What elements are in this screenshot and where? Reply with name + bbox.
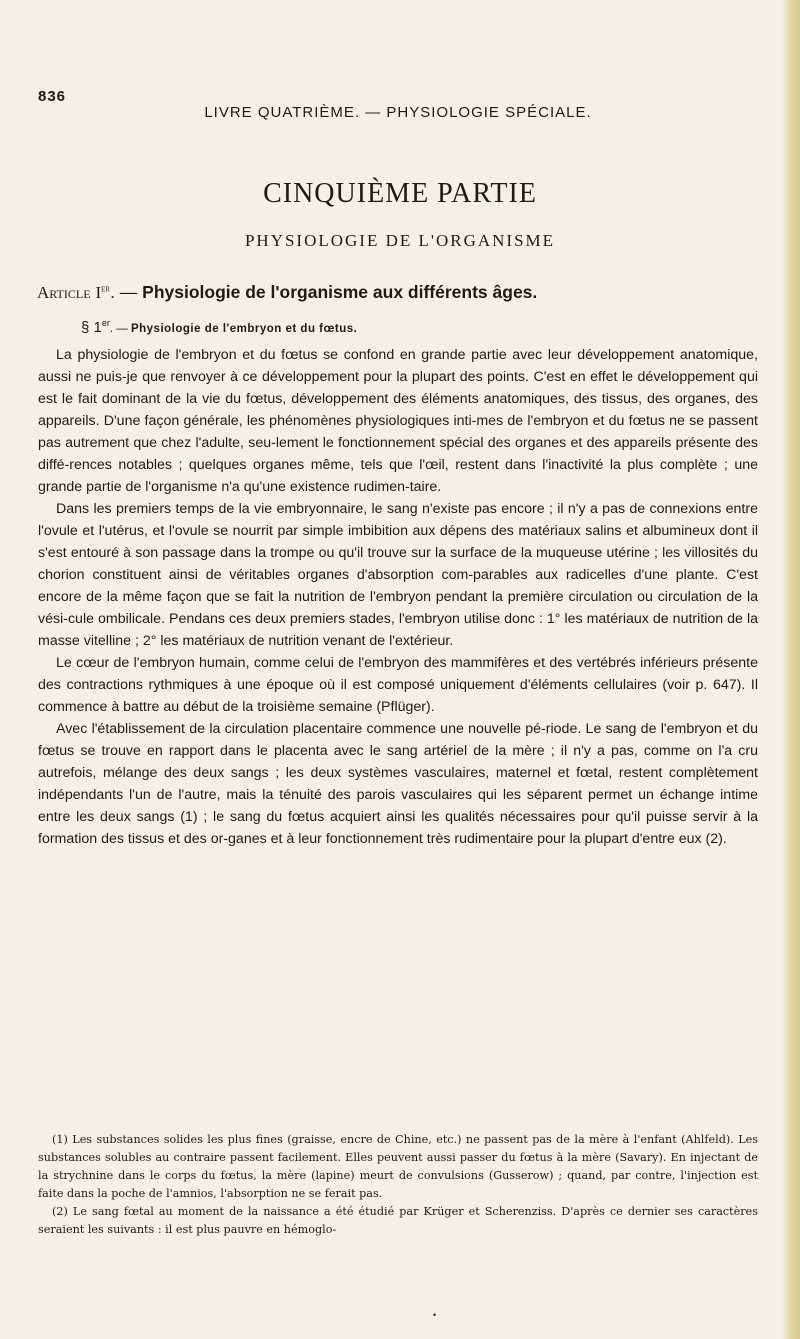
footnotes xyxy=(38,1131,758,1239)
article-number: Ier xyxy=(95,283,111,302)
printer-mark: • xyxy=(433,1310,437,1320)
section-symbol: § 1er xyxy=(81,318,110,336)
part-title: CINQUIÈME PARTIE xyxy=(263,178,537,209)
article-label: Article xyxy=(37,283,91,302)
paragraph: Avec l'établissement de la circulation placentaire commence une nouvelle pé-riode. Le sang de l'embryon et du fœtus se trouve en rapport dans le placenta avec le sang artériel de la mère ; il n'y a pas, comme on l'a cru autrefois, mélange des deux sangs ; les deux systèmes vasculaires, maternel et fœtal, restent complètement indépendants l'un de l'autre, mais la ténuité des parois vasculaires qui les séparent permet un échange intime entre les deux sangs (1) ; le sang du fœtus acquiert ainsi les qualités nécessaires pour qu'il puisse servir à la formation des tissus et des or-ganes et à leur fonctionnement très rudimentaire pour la plupart d'entre eux (2). xyxy=(38,721,758,847)
footnote-1: (1) Les substances solides les plus fines (graisse, encre de Chine, etc.) ne passent pas de la mère à l'enfant (Ahlfeld). Les substances solubles au contraire passent facilement. Elles peuvent aussi passer du fœtus à la mère (Savary). En injectant de la strychnine dans le corps du fœtus, la mère (lapine) meurt de convulsions (Gusserow) ; quand, par contre, l'injection est faite dans la poche de l'amnios, l'absorption ne se ferait pas. xyxy=(38,1133,758,1200)
main-text xyxy=(38,344,758,850)
section-heading xyxy=(81,318,357,336)
running-head: LIVRE QUATRIÈME. — PHYSIOLOGIE SPÉCIALE. xyxy=(204,104,592,121)
article-separator: . — xyxy=(110,282,143,302)
article-title: Physiologie de l'organisme aux différents âges. xyxy=(142,282,538,302)
section-title: Physiologie de l'embryon et du fœtus. xyxy=(130,323,358,335)
article-heading xyxy=(37,282,777,303)
page-number: 836 xyxy=(38,88,67,105)
part-subtitle: PHYSIOLOGIE DE L'ORGANISME xyxy=(244,231,556,250)
paragraph: Le cœur de l'embryon humain, comme celui de l'embryon des mammifères et des vertébrés inférieurs présente des contractions rythmiques à une époque où il est composé uniquement d'éléments cellulaires (voir p. 647). Il commence à battre au début de la troisième semaine (Pflüger). xyxy=(38,655,758,715)
paragraph: Dans les premiers temps de la vie embryonnaire, le sang n'existe pas encore ; il n'y a pas de connexions entre l'ovule et l'utérus, et l'ovule se nourrit par simple imbibition aux dépens des matériaux salins et albumineux dont il s'est entouré à son passage dans la trompe ou qu'il trouve sur la surface de la muqueuse utérine ; les villosités du chorion constituent ainsi de véritables organes d'absorption com-parables aux radicelles d'une plante. C'est encore de la même façon que se fait la nutrition de l'embryon pendant la première circulation ou circulation de la vési-cule ombilicale. Pendans ces deux premiers stades, l'embryon utilise donc : 1° les matériaux de nutrition de la masse vitelline ; 2° les matériaux de nutrition venant de l'extérieur. xyxy=(38,501,758,649)
footnote-2: (2) Le sang fœtal au moment de la naissance a été étudié par Krüger et Scherenziss. D'après ce dernier ses caractères seraient les suivants : il est plus pauvre en hémoglo- xyxy=(38,1205,758,1236)
paragraph: La physiologie de l'embryon et du fœtus se confond en grande partie avec leur développement anatomique, aussi ne puis-je que renvoyer à ce développement pour la plupart des points. C'est en effet le développement qui est le fait dominant de la vie du fœtus, développement des éléments anatomiques, des tissus, des organes, des appareils. D'une façon générale, les phénomènes physiologiques inti-mes de l'embryon et du fœtus ne se passent pas autrement que chez l'adulte, seu-lement le fonctionnement spécial des organes et des appareils présente des diffé-rences notables ; quelques organes même, tels que l'œil, restent dans l'inactivité la plus complète ; une grande partie de l'organisme n'a qu'une existence rudimen-taire. xyxy=(38,347,758,495)
section-separator: . — xyxy=(109,323,131,335)
